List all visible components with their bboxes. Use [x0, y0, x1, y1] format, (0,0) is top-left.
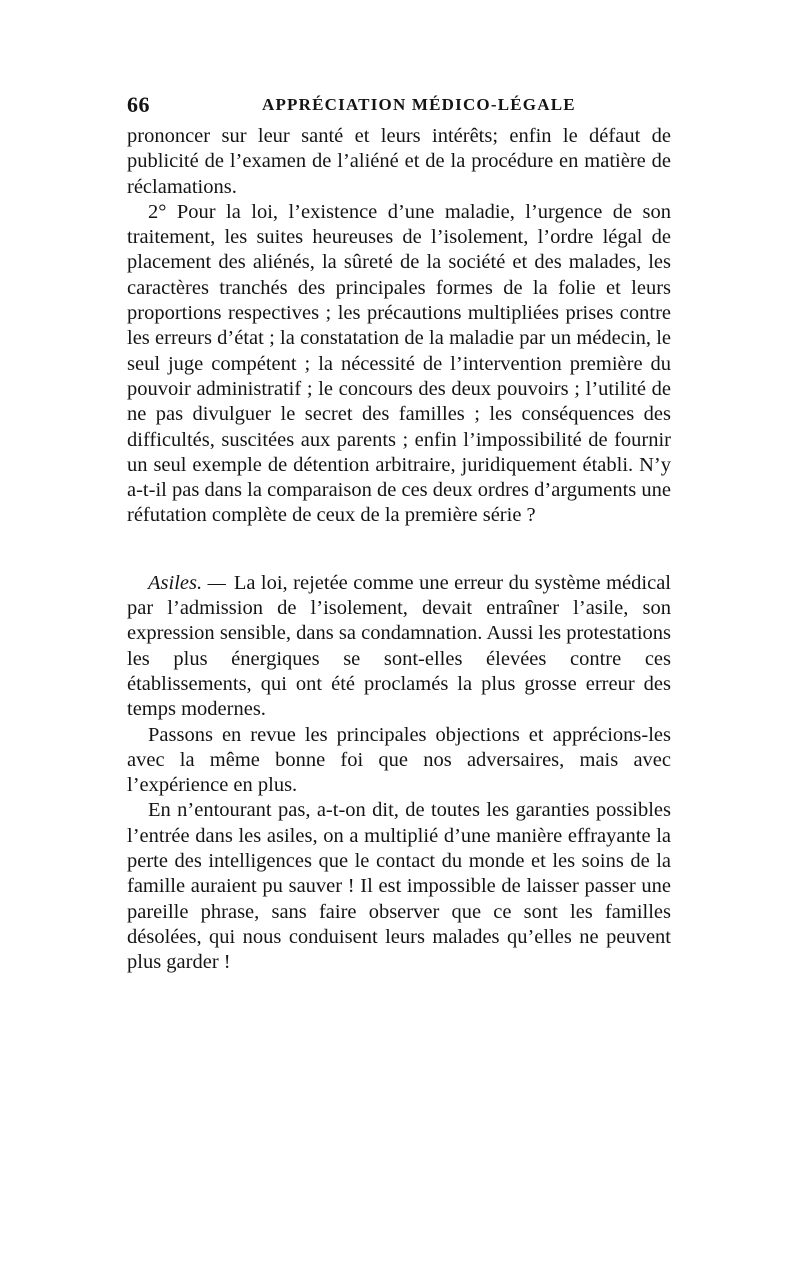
page-number: 66	[127, 92, 150, 117]
paragraph-objections: Passons en revue les principales objections et apprécions-les avec la même bonne foi que nos adversaires, mais avec l’expérience en plus.	[127, 723, 671, 797]
section-gap	[127, 529, 671, 571]
paragraph-law-arguments: 2° Pour la loi, l’existence d’une maladie, l’urgence de son traitement, les suites heureuses de l’isolement, l’ordre légal de placement des aliénés, la sûreté de la société et des malades, les caractères tranchés des principales formes de la folie et leurs proportions respectives ; les précautions multipliées prises contre les erreurs d’état ; la constatation de la maladie par un médecin, le seul juge compétent ; la nécessité de l’intervention première du pouvoir administratif ; le concours des deux pouvoirs ; l’utilité de ne pas divulguer le secret des familles ; les conséquences des difficultés, suscitées aux parents ; enfin l’impossibilité de fournir un seul exemple de détention arbitraire, juridiquement établi. N’y a-t-il pas dans la comparaison de ces deux ordres d’arguments une réfutation complète de ceux de la première série ?	[127, 200, 671, 527]
body-text	[127, 124, 671, 976]
paragraph-continuation: prononcer sur leur santé et leurs intérêts; enfin le défaut de publicité de l’examen de l’aliéné et de la procédure en matière de réclamations.	[127, 125, 671, 198]
running-title: APPRÉCIATION MÉDICO-LÉGALE	[262, 95, 576, 114]
paragraph-asylums-text: La loi, rejetée comme une erreur du système médical par l’admission de l’isolement, devait entraîner l’asile, son expression sensible, dans sa condamnation. Aussi les protestations les plus énergiques se sont-elles élevées contre ces établissements, qui ont été proclamés la plus grosse erreur des temps modernes.	[127, 571, 671, 721]
section-heading-asiles: Asiles. —	[148, 571, 226, 594]
paragraph-guarantees: En n’entourant pas, a-t-on dit, de toutes les garanties possibles l’entrée dans les asiles, on a multiplié d’une manière effrayante la perte des intelligences que le contact du monde et les soins de la famille auraient pu sauver ! Il est impossible de laisser passer une pareille phrase, sans faire observer que ce sont les familles désolées, qui nous conduisent leurs malades qu’elles ne peuvent plus garder !	[127, 799, 671, 974]
page-header	[127, 92, 675, 122]
paragraph-asylums	[127, 571, 671, 723]
